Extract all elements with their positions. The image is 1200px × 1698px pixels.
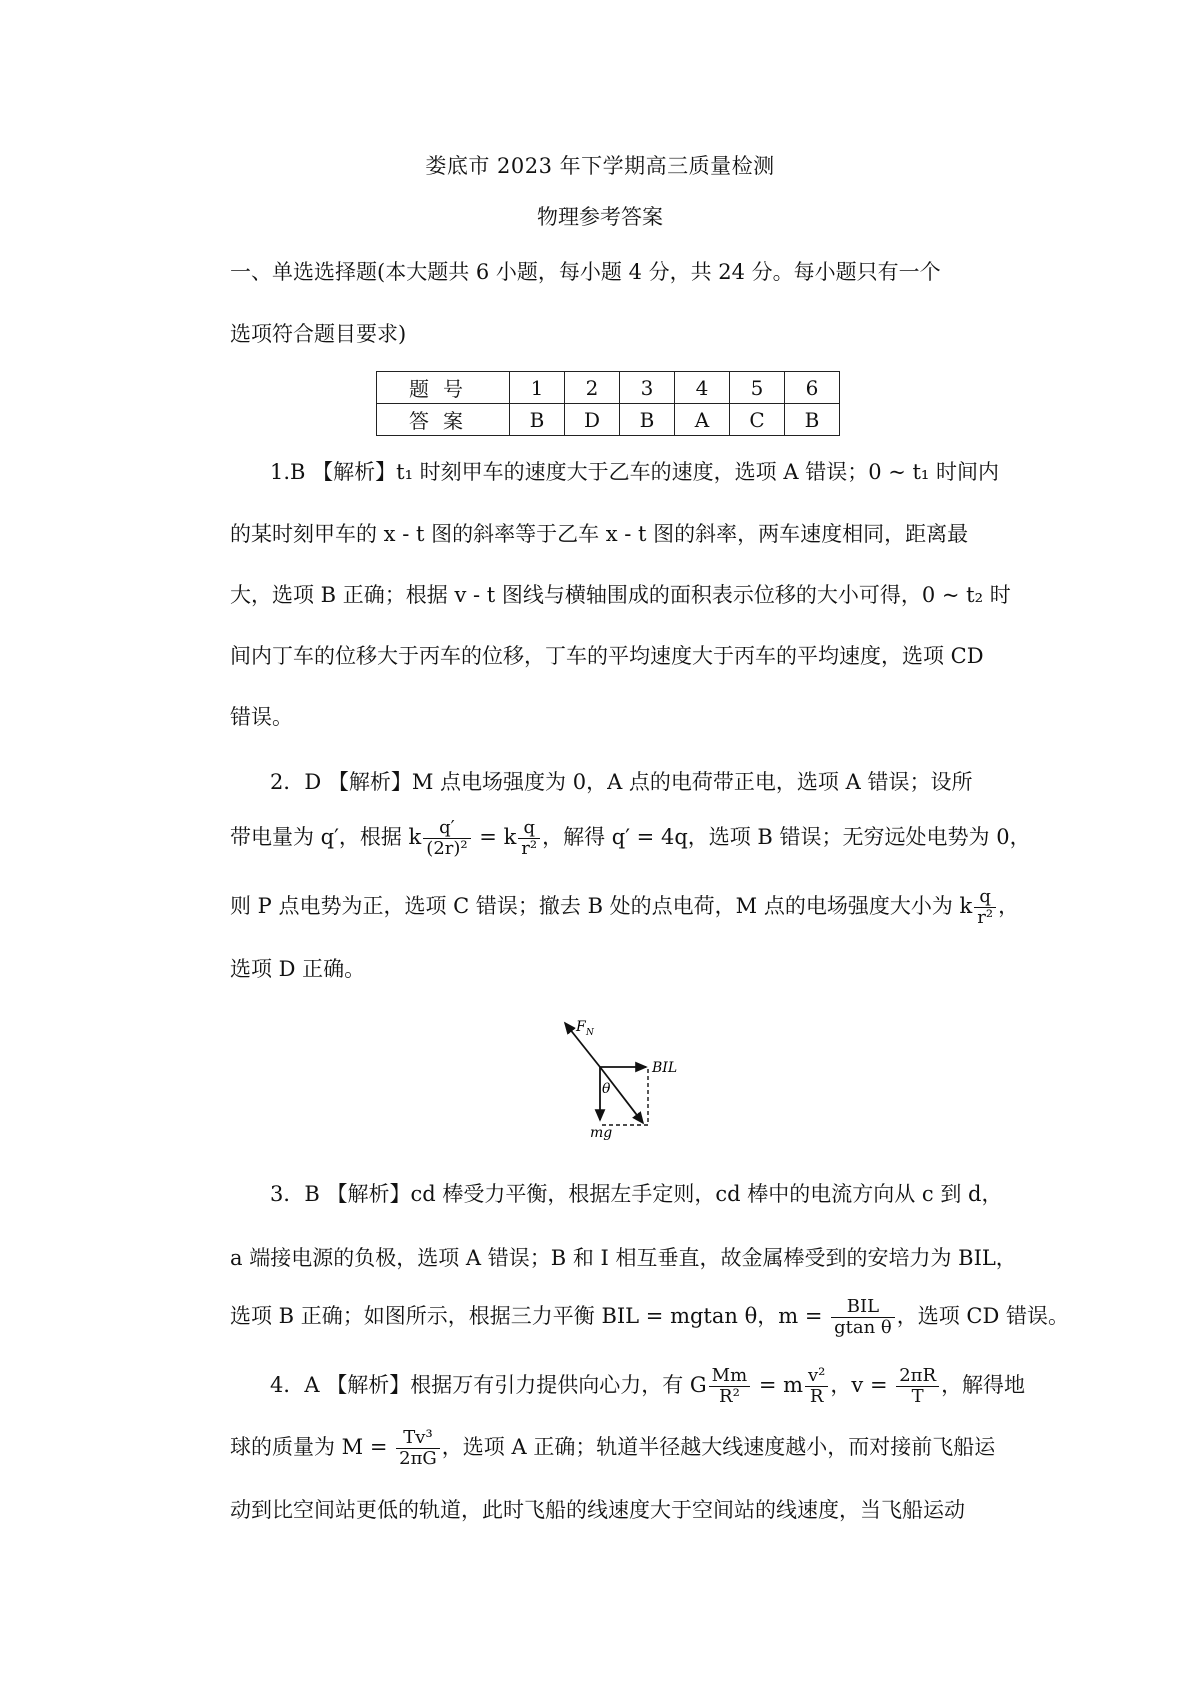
- fraction: $\frac{\text{v²}}{R}$: [805, 1366, 828, 1407]
- q2-line4: 选项 D 正确。: [230, 957, 366, 981]
- q2-line1: 2．D 【解析】M 点电场强度为 0，A 点的电荷带正电，选项 A 错误；设所: [270, 770, 973, 794]
- q3-line1: 3．B 【解析】cd 棒受力平衡，根据左手定则，cd 棒中的电流方向从 c 到 d，: [270, 1182, 1003, 1206]
- q4-line1: 4．A 【解析】根据万有引力提供向心力，有 G $\frac{Mm}{\text{R²}}$ = m $\frac{\text{v²}}{R}$ ，v = $\frac{2\pi R}{T}$ ，解得地: [270, 1365, 1026, 1407]
- q1-line5: 错误。: [230, 705, 293, 729]
- q1-line4: 间内丁车的位移大于丙车的位移，丁车的平均速度大于丙车的平均速度，选项 CD: [230, 644, 984, 668]
- q2-line3: 则 P 点电势为正，选项 C 错误；撤去 B 处的点电荷，M 点的电场强度大小为 k $\frac{q}{\text{r²}}$ ，: [230, 886, 1020, 928]
- label-mg: mg: [590, 1125, 613, 1140]
- table-cell: 4: [675, 372, 730, 404]
- answer-table: [376, 371, 840, 436]
- fraction: $\frac{Mm}{\text{R²}}$: [709, 1366, 751, 1407]
- label-theta: θ: [602, 1081, 611, 1097]
- table-row: [377, 404, 840, 436]
- page-title: 娄底市 2023 年下学期高三质量检测: [425, 154, 775, 178]
- fraction: $\frac{q'}{\text{(2r)²}}$: [423, 818, 470, 859]
- table-cell: 5: [730, 372, 785, 404]
- table-cell: 6: [785, 372, 840, 404]
- table-cell: 3: [620, 372, 675, 404]
- table-cell: B: [510, 404, 565, 436]
- q1-line2: 的某时刻甲车的 x - t 图的斜率等于乙车 x - t 图的斜率，两车速度相同，距离最: [230, 522, 969, 546]
- table-cell: A: [675, 404, 730, 436]
- page-subtitle: 物理参考答案: [537, 205, 663, 229]
- q3-line2: a 端接电源的负极，选项 A 错误；B 和 I 相互垂直，故金属棒受到的安培力为 BIL，: [230, 1246, 1017, 1270]
- fraction: $\frac{\text{BIL}}{\text{gtan θ}}$: [831, 1297, 895, 1338]
- section-heading-line2: 选项符合题目要求): [230, 322, 407, 346]
- table-cell: C: [730, 404, 785, 436]
- section-heading-line1: 一、单选选择题(本大题共 6 小题，每小题 4 分，共 24 分。每小题只有一个: [230, 260, 941, 284]
- q1-line1: 1.B 【解析】t₁ 时刻甲车的速度大于乙车的速度，选项 A 错误；0 ~ t₁ 时间内: [270, 460, 1000, 484]
- table-cell: D: [565, 404, 620, 436]
- table-header-number: 题号: [377, 372, 510, 404]
- table-cell: 2: [565, 372, 620, 404]
- q4-line3: 动到比空间站更低的轨道，此时飞船的线速度大于空间站的线速度，当飞船运动: [230, 1498, 965, 1522]
- fraction: $\frac{\text{Tv³}}{2\pi G}$: [396, 1428, 440, 1469]
- table-cell: B: [620, 404, 675, 436]
- table-header-answer: 答案: [377, 404, 510, 436]
- table-row: [377, 372, 840, 404]
- table-cell: B: [785, 404, 840, 436]
- q1-line3: 大，选项 B 正确；根据 v - t 图线与横轴围成的面积表示位移的大小可得，0 ~ t₂ 时: [230, 583, 1011, 607]
- fraction: $\frac{q}{\text{r²}}$: [518, 818, 540, 859]
- table-cell: 1: [510, 372, 565, 404]
- q4-line2: 球的质量为 M = $\frac{\text{Tv³}}{2\pi G}$ ，选项 A 正确；轨道半径越大线速度越小，而对接前飞船运: [230, 1427, 996, 1469]
- label-fn-sub: N: [586, 1028, 594, 1038]
- label-fn: F: [576, 1019, 586, 1035]
- force-diagram: [560, 1005, 710, 1140]
- fraction: $\frac{2\pi R}{T}$: [896, 1366, 939, 1407]
- q3-line3: 选项 B 正确；如图所示，根据三力平衡 BIL = mgtan θ，m = $\frac{\text{BIL}}{\text{gtan θ}}$ ，选项 CD 错误。: [230, 1296, 1069, 1338]
- fraction: $\frac{q}{\text{r²}}$: [974, 887, 996, 928]
- q2-line2: 带电量为 q′，根据 k $\frac{q'}{\text{(2r)²}}$ = k $\frac{q}{\text{r²}}$ ，解得 q′ = 4q，选项 B 错误；无穷远处电势为 0，: [230, 817, 1031, 859]
- label-bil: BIL: [652, 1060, 678, 1076]
